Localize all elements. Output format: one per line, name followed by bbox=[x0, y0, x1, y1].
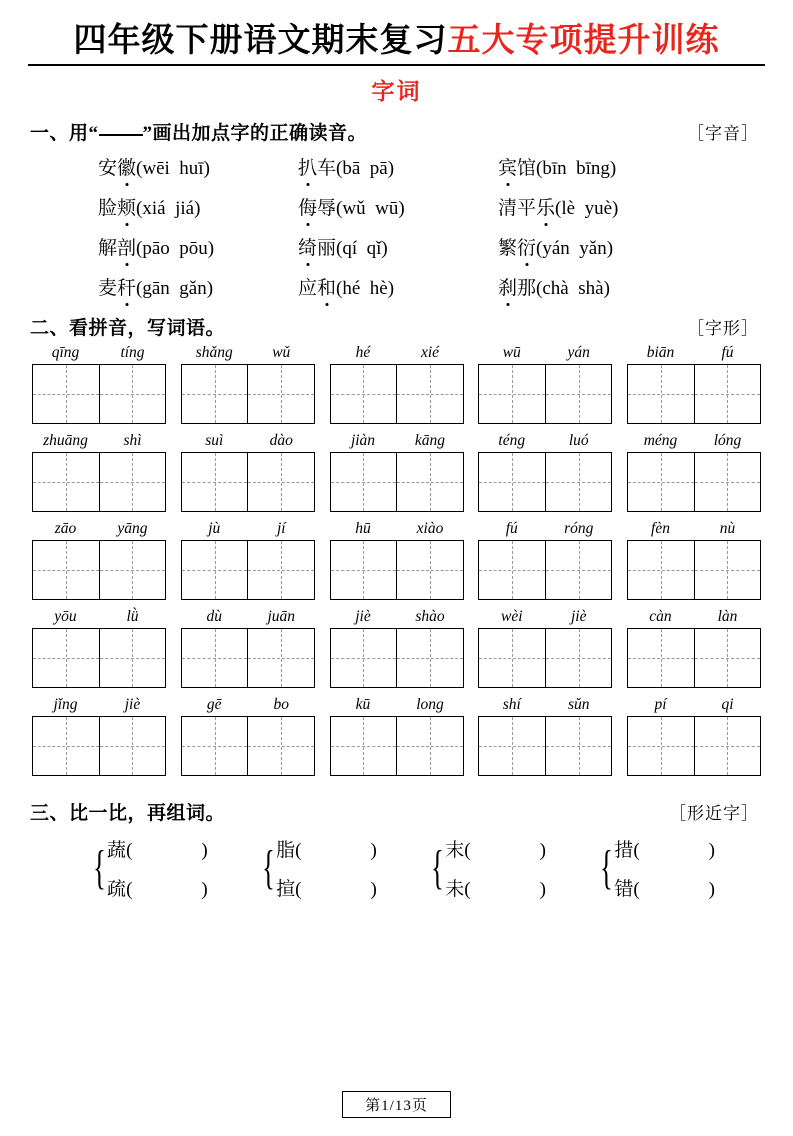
tianzige-pinyin: méng lóng bbox=[643, 432, 742, 449]
pinyin-options: (lè yuè) bbox=[555, 198, 619, 219]
title-red-text: 五大专项提升训练 bbox=[447, 23, 720, 59]
word-part1: 麦秆 bbox=[98, 278, 137, 299]
tianzige-box[interactable] bbox=[478, 716, 612, 776]
compare-lines bbox=[276, 835, 387, 901]
tianzige-pinyin: wū yán bbox=[502, 344, 590, 361]
compare-line[interactable] bbox=[107, 835, 218, 862]
pinyin-options: (chà shà) bbox=[536, 278, 610, 299]
compare-char: 措 bbox=[614, 840, 634, 861]
tianzige-half[interactable] bbox=[628, 717, 694, 775]
compare-block bbox=[28, 835, 765, 901]
page-footer bbox=[0, 1091, 793, 1118]
tianzige-half[interactable] bbox=[694, 717, 761, 775]
pinyin-item[interactable] bbox=[498, 193, 698, 220]
tianzige-half[interactable] bbox=[99, 629, 166, 687]
tianzige-box[interactable] bbox=[181, 364, 315, 424]
tianzige-pinyin: zāo yāng bbox=[54, 520, 148, 537]
word-part1: 绮丽 bbox=[298, 238, 337, 259]
tianzige-pinyin: yōu lǜ bbox=[54, 608, 139, 625]
tianzige-item[interactable] bbox=[32, 608, 166, 688]
pinyin-options: (wǔ wū) bbox=[336, 198, 405, 219]
tianzige-pinyin: jǐng jiè bbox=[53, 696, 141, 713]
pinyin-row bbox=[98, 273, 765, 300]
pinyin-options: (qí qǐ) bbox=[336, 238, 388, 259]
section1-header bbox=[28, 118, 765, 145]
pinyin-options: (hé hè) bbox=[336, 278, 395, 299]
tianzige-item[interactable] bbox=[181, 432, 315, 512]
tianzige-half[interactable] bbox=[247, 541, 314, 599]
compare-line[interactable] bbox=[614, 874, 725, 901]
tianzige-box[interactable] bbox=[32, 628, 166, 688]
pinyin-options: (bīn bīng) bbox=[536, 158, 617, 179]
tianzige-item[interactable] bbox=[478, 696, 612, 776]
brace-icon: { bbox=[600, 841, 614, 894]
tianzige-half[interactable] bbox=[479, 717, 545, 775]
pinyin-item[interactable] bbox=[298, 273, 498, 300]
compare-char: 疏 bbox=[107, 879, 127, 900]
section1-title-prefix: 一、用“ bbox=[30, 123, 99, 144]
tianzige-half[interactable] bbox=[694, 453, 761, 511]
tianzige-item[interactable] bbox=[330, 520, 464, 600]
tianzige-box[interactable] bbox=[330, 716, 464, 776]
tianzige-item[interactable] bbox=[478, 344, 612, 424]
compare-char: 揎 bbox=[276, 879, 296, 900]
tianzige-pinyin: biān fú bbox=[646, 344, 734, 361]
tianzige-box[interactable] bbox=[330, 364, 464, 424]
tianzige-row bbox=[28, 344, 765, 424]
tianzige-half[interactable] bbox=[33, 717, 99, 775]
tianzige-pinyin: gē bo bbox=[206, 696, 289, 713]
answer-blank[interactable]: ( ) bbox=[464, 879, 556, 900]
tianzige-half[interactable] bbox=[396, 365, 463, 423]
tianzige-item[interactable] bbox=[627, 696, 761, 776]
tianzige-pinyin: téng luó bbox=[498, 432, 589, 449]
tianzige-pinyin: suì dào bbox=[205, 432, 293, 449]
tianzige-pinyin: shǎng wǔ bbox=[195, 344, 291, 361]
tianzige-half[interactable] bbox=[182, 717, 248, 775]
tianzige-box[interactable] bbox=[478, 540, 612, 600]
answer-blank[interactable]: ( ) bbox=[464, 840, 556, 861]
pinyin-item[interactable] bbox=[98, 273, 298, 300]
tianzige-half[interactable] bbox=[182, 541, 248, 599]
tianzige-half[interactable] bbox=[331, 629, 397, 687]
tianzige-item[interactable] bbox=[478, 608, 612, 688]
tianzige-half[interactable] bbox=[396, 541, 463, 599]
section2-header bbox=[28, 313, 765, 340]
tianzige-half[interactable] bbox=[247, 365, 314, 423]
tianzige-row bbox=[28, 608, 765, 688]
tianzige-item[interactable] bbox=[330, 344, 464, 424]
tianzige-half[interactable] bbox=[247, 453, 314, 511]
worksheet-page bbox=[0, 14, 793, 1136]
compare-char: 错 bbox=[614, 879, 634, 900]
tianzige-item[interactable] bbox=[627, 608, 761, 688]
compare-line[interactable] bbox=[276, 874, 387, 901]
tianzige-half[interactable] bbox=[33, 365, 99, 423]
title-black-text: 四年级下册语文期末复习 bbox=[73, 23, 448, 59]
pinyin-options: (xiá jiá) bbox=[136, 198, 201, 219]
tianzige-half[interactable] bbox=[479, 365, 545, 423]
tianzige-item[interactable] bbox=[181, 608, 315, 688]
tianzige-box[interactable] bbox=[478, 364, 612, 424]
tianzige-half[interactable] bbox=[396, 453, 463, 511]
word-part1: 解剖 bbox=[98, 238, 137, 259]
pinyin-options: (wēi huī) bbox=[136, 158, 210, 179]
tianzige-box[interactable] bbox=[32, 540, 166, 600]
tianzige-half[interactable] bbox=[396, 717, 463, 775]
word-part1: 侮辱 bbox=[298, 198, 337, 219]
compare-char: 末 bbox=[445, 840, 465, 861]
tianzige-pinyin: fèn nù bbox=[651, 520, 736, 537]
tianzige-half[interactable] bbox=[396, 629, 463, 687]
compare-group bbox=[88, 835, 218, 901]
tianzige-item[interactable] bbox=[181, 520, 315, 600]
tianzige-box[interactable] bbox=[627, 628, 761, 688]
pinyin-options: (gān gǎn) bbox=[136, 278, 214, 299]
compare-char: 蔬 bbox=[107, 840, 127, 861]
compare-char: 脂 bbox=[276, 840, 296, 861]
compare-line[interactable] bbox=[445, 874, 556, 901]
pinyin-item[interactable] bbox=[298, 233, 498, 260]
word-part1: 清平乐 bbox=[498, 198, 556, 219]
tianzige-half[interactable] bbox=[479, 453, 545, 511]
tianzige-box[interactable] bbox=[627, 716, 761, 776]
tianzige-half[interactable] bbox=[331, 541, 397, 599]
tianzige-half[interactable] bbox=[331, 453, 397, 511]
answer-blank[interactable]: ( ) bbox=[126, 879, 218, 900]
section3-title: 三、比一比，再组词。 bbox=[30, 803, 226, 824]
pinyin-row bbox=[98, 153, 765, 180]
tianzige-item[interactable] bbox=[32, 344, 166, 424]
tianzige-box[interactable] bbox=[181, 628, 315, 688]
section1-title bbox=[30, 118, 367, 145]
pinyin-options: (yán yǎn) bbox=[536, 238, 614, 259]
pinyin-row bbox=[98, 233, 765, 260]
brace-icon: { bbox=[93, 841, 106, 894]
pinyin-choice-block bbox=[28, 153, 765, 300]
word-part1: 扒车 bbox=[298, 158, 337, 179]
tianzige-row bbox=[28, 432, 765, 512]
tianzige-pinyin: pí qi bbox=[654, 696, 734, 713]
pinyin-item[interactable] bbox=[298, 153, 498, 180]
tianzige-half[interactable] bbox=[628, 453, 694, 511]
tianzige-item[interactable] bbox=[32, 520, 166, 600]
section1-tag: ［字音］ bbox=[687, 124, 759, 143]
tianzige-box[interactable] bbox=[627, 452, 761, 512]
tianzige-pinyin: shí sǔn bbox=[502, 696, 590, 713]
tianzige-block bbox=[28, 344, 765, 776]
tianzige-half[interactable] bbox=[182, 453, 248, 511]
tianzige-half[interactable] bbox=[694, 365, 761, 423]
section1-title-suffix: ”画出加点字的正确读音。 bbox=[142, 123, 368, 144]
pinyin-item[interactable] bbox=[498, 233, 698, 260]
word-part1: 繁衍 bbox=[498, 238, 537, 259]
tianzige-half[interactable] bbox=[628, 541, 694, 599]
pinyin-options: (bā pā) bbox=[336, 158, 395, 179]
tianzige-pinyin: jù jí bbox=[208, 520, 286, 537]
pinyin-item[interactable] bbox=[498, 153, 698, 180]
tianzige-half[interactable] bbox=[331, 717, 397, 775]
section2-title: 二、看拼音，写词语。 bbox=[30, 318, 226, 339]
tianzige-half[interactable] bbox=[182, 629, 248, 687]
tianzige-half[interactable] bbox=[99, 453, 166, 511]
tianzige-half[interactable] bbox=[99, 717, 166, 775]
tianzige-box[interactable] bbox=[330, 628, 464, 688]
page-title bbox=[28, 14, 765, 66]
compare-group bbox=[595, 835, 725, 901]
compare-group bbox=[257, 835, 387, 901]
word-part1: 脸颊 bbox=[98, 198, 137, 219]
pinyin-item[interactable] bbox=[98, 193, 298, 220]
brace-icon: { bbox=[262, 841, 275, 894]
tianzige-pinyin: qīng tíng bbox=[51, 344, 145, 361]
tianzige-box[interactable] bbox=[478, 452, 612, 512]
tianzige-half[interactable] bbox=[694, 541, 761, 599]
tianzige-half[interactable] bbox=[182, 365, 248, 423]
tianzige-item[interactable] bbox=[181, 344, 315, 424]
underline-mark bbox=[99, 134, 143, 136]
tianzige-item[interactable] bbox=[627, 520, 761, 600]
tianzige-pinyin: zhuāng shì bbox=[43, 432, 142, 449]
tianzige-half[interactable] bbox=[545, 365, 612, 423]
compare-lines bbox=[445, 835, 556, 901]
tianzige-half[interactable] bbox=[545, 541, 612, 599]
tianzige-row bbox=[28, 520, 765, 600]
tianzige-pinyin: jiàn kāng bbox=[350, 432, 446, 449]
tianzige-item[interactable] bbox=[330, 432, 464, 512]
section3-tag: ［形近字］ bbox=[669, 804, 759, 823]
pinyin-options: (pāo pōu) bbox=[136, 238, 215, 259]
tianzige-half[interactable] bbox=[545, 629, 612, 687]
compare-lines bbox=[614, 835, 725, 901]
tianzige-box[interactable] bbox=[32, 452, 166, 512]
page-number: 第1/13页 bbox=[342, 1091, 451, 1118]
tianzige-item[interactable] bbox=[478, 432, 612, 512]
tianzige-item[interactable] bbox=[478, 520, 612, 600]
compare-line[interactable] bbox=[276, 835, 387, 862]
tianzige-box[interactable] bbox=[627, 364, 761, 424]
pinyin-row bbox=[98, 193, 765, 220]
tianzige-item[interactable] bbox=[330, 608, 464, 688]
tianzige-half[interactable] bbox=[33, 541, 99, 599]
page-subtitle: 字词 bbox=[371, 79, 422, 104]
answer-blank[interactable]: ( ) bbox=[295, 879, 387, 900]
tianzige-pinyin: kū long bbox=[355, 696, 444, 713]
tianzige-half[interactable] bbox=[628, 629, 694, 687]
tianzige-box[interactable] bbox=[32, 716, 166, 776]
tianzige-half[interactable] bbox=[545, 717, 612, 775]
compare-group bbox=[426, 835, 556, 901]
word-part1: 安徽 bbox=[98, 158, 137, 179]
word-part1: 应和 bbox=[298, 278, 337, 299]
section2-tag: ［字形］ bbox=[687, 319, 759, 338]
word-part1: 刹那 bbox=[498, 278, 537, 299]
tianzige-item[interactable] bbox=[32, 432, 166, 512]
tianzige-pinyin: fú róng bbox=[505, 520, 594, 537]
answer-blank[interactable]: ( ) bbox=[633, 879, 725, 900]
tianzige-pinyin: jiè shào bbox=[355, 608, 445, 625]
tianzige-pinyin: càn làn bbox=[649, 608, 738, 625]
tianzige-box[interactable] bbox=[330, 540, 464, 600]
tianzige-half[interactable] bbox=[479, 629, 545, 687]
tianzige-box[interactable] bbox=[181, 540, 315, 600]
section3-header bbox=[28, 798, 765, 825]
tianzige-box[interactable] bbox=[181, 452, 315, 512]
tianzige-box[interactable] bbox=[32, 364, 166, 424]
answer-blank[interactable]: ( ) bbox=[126, 840, 218, 861]
pinyin-item[interactable] bbox=[498, 273, 698, 300]
tianzige-half[interactable] bbox=[694, 629, 761, 687]
tianzige-box[interactable] bbox=[181, 716, 315, 776]
answer-blank[interactable]: ( ) bbox=[633, 840, 725, 861]
pinyin-item[interactable] bbox=[98, 233, 298, 260]
tianzige-half[interactable] bbox=[247, 629, 314, 687]
tianzige-box[interactable] bbox=[627, 540, 761, 600]
tianzige-row bbox=[28, 696, 765, 776]
tianzige-half[interactable] bbox=[479, 541, 545, 599]
tianzige-half[interactable] bbox=[545, 453, 612, 511]
compare-line[interactable] bbox=[445, 835, 556, 862]
tianzige-half[interactable] bbox=[33, 629, 99, 687]
brace-icon: { bbox=[431, 841, 445, 894]
tianzige-half[interactable] bbox=[33, 453, 99, 511]
tianzige-half[interactable] bbox=[247, 717, 314, 775]
tianzige-pinyin: wèi jiè bbox=[500, 608, 587, 625]
tianzige-pinyin: hū xiào bbox=[355, 520, 444, 537]
tianzige-box[interactable] bbox=[478, 628, 612, 688]
pinyin-item[interactable] bbox=[98, 153, 298, 180]
answer-blank[interactable]: ( ) bbox=[295, 840, 387, 861]
tianzige-item[interactable] bbox=[627, 432, 761, 512]
tianzige-item[interactable] bbox=[181, 696, 315, 776]
tianzige-half[interactable] bbox=[99, 541, 166, 599]
tianzige-item[interactable] bbox=[330, 696, 464, 776]
pinyin-item[interactable] bbox=[298, 193, 498, 220]
compare-char: 未 bbox=[445, 879, 465, 900]
tianzige-item[interactable] bbox=[32, 696, 166, 776]
tianzige-item[interactable] bbox=[627, 344, 761, 424]
compare-line[interactable] bbox=[107, 874, 218, 901]
tianzige-box[interactable] bbox=[330, 452, 464, 512]
tianzige-half[interactable] bbox=[99, 365, 166, 423]
tianzige-pinyin: dù juān bbox=[206, 608, 296, 625]
tianzige-half[interactable] bbox=[331, 365, 397, 423]
compare-line[interactable] bbox=[614, 835, 725, 862]
compare-lines bbox=[107, 835, 218, 901]
tianzige-half[interactable] bbox=[628, 365, 694, 423]
word-part1: 宾馆 bbox=[498, 158, 537, 179]
tianzige-pinyin: hé xié bbox=[355, 344, 440, 361]
